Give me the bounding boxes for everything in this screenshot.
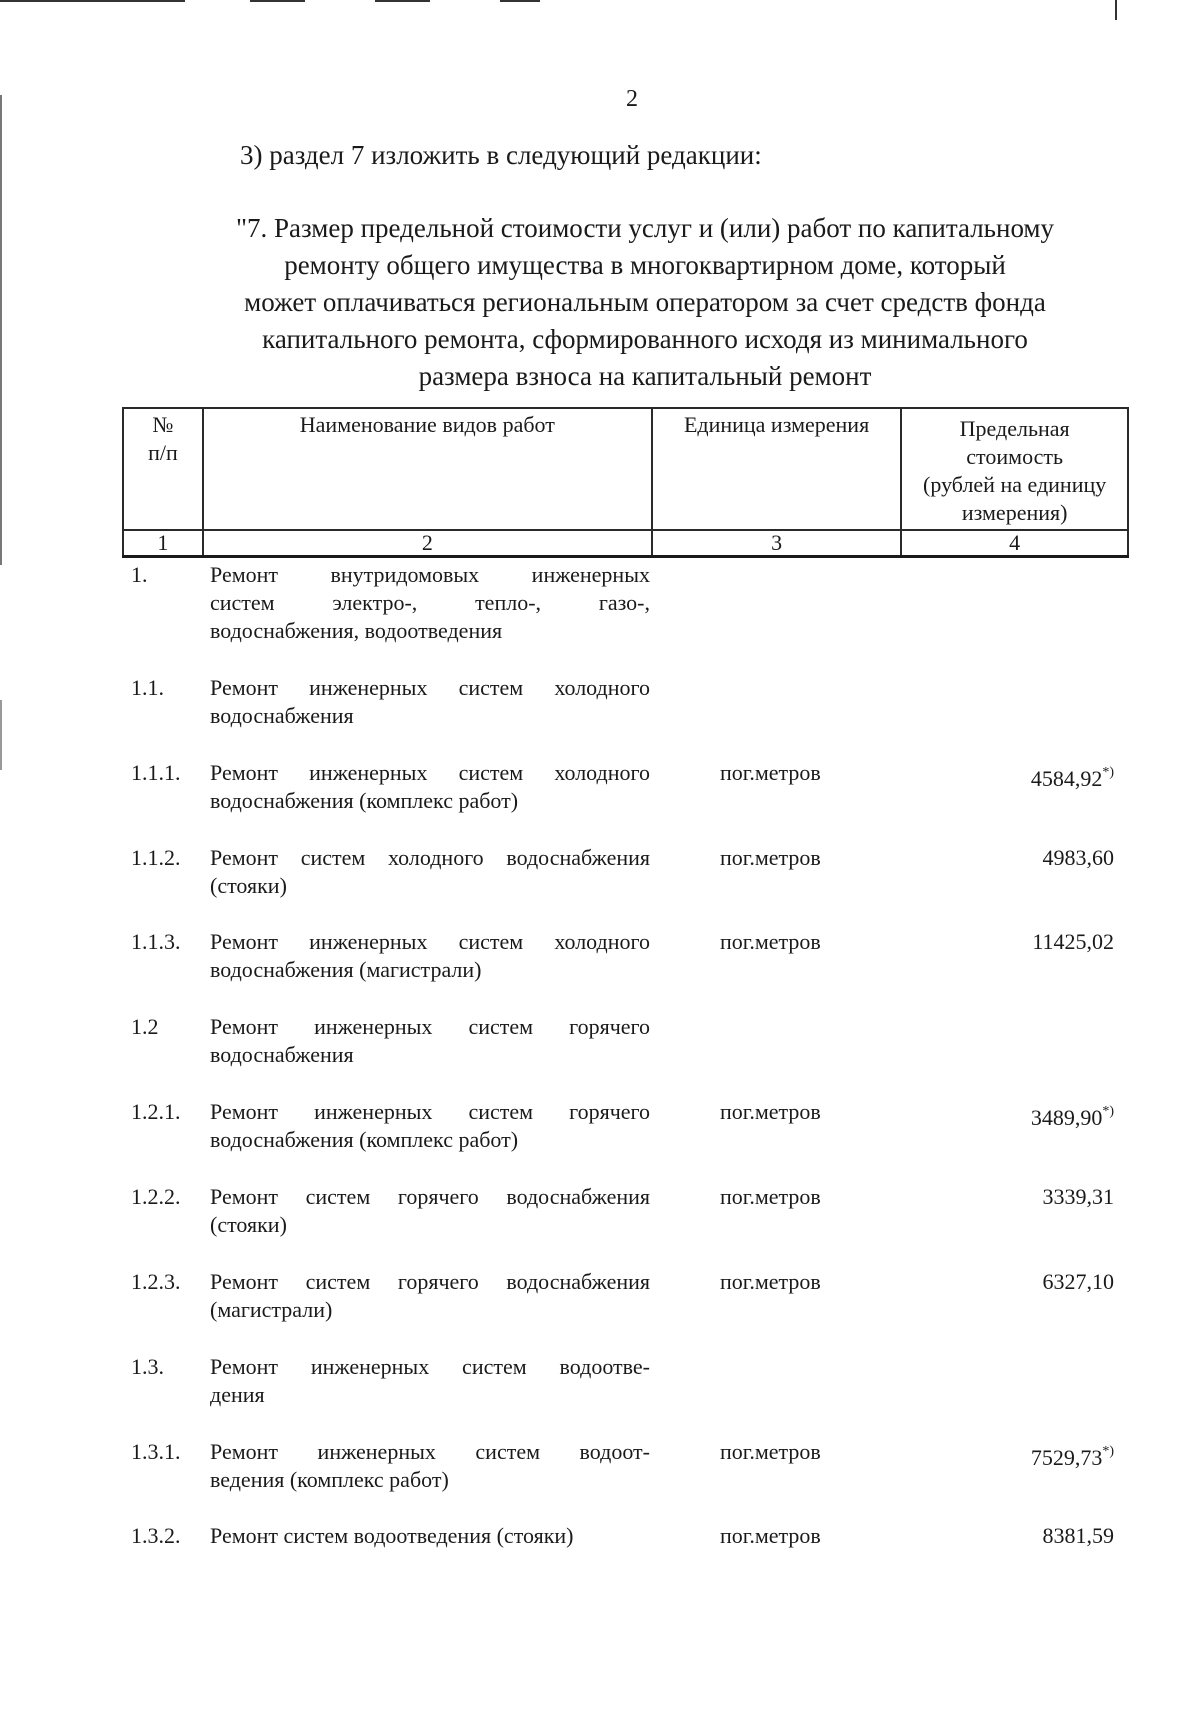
heading-line: "7. Размер предельной стоимости услуг и (или) работ по капитальному — [235, 213, 1055, 243]
row-number: 1.3. — [131, 1354, 164, 1379]
row-unit: пог.метров — [720, 1439, 821, 1464]
column-number: 1 — [123, 530, 203, 557]
heading-line: размера взноса на капитальный ремонт — [418, 361, 872, 391]
name-line: Ремонт инженерных систем холодного — [210, 675, 650, 700]
intro-text: 3) раздел 7 изложить в следующий редакции: — [240, 140, 762, 170]
page-number: 2 — [626, 86, 638, 112]
row-price — [1043, 1268, 1115, 1296]
row-unit: пог.метров — [720, 1269, 821, 1294]
name-line: (стояки) — [210, 873, 287, 898]
price-value: 8381,59 — [1042, 1523, 1114, 1548]
row-work-name — [210, 1522, 650, 1550]
footnote-mark: *) — [1102, 1444, 1114, 1459]
row-work-name — [210, 1098, 650, 1154]
heading-line: может оплачиваться региональным оператором за счет средств фонда — [244, 287, 1046, 317]
price-value: 6327,10 — [1042, 1269, 1114, 1294]
row-work-name — [210, 674, 650, 730]
heading-line: капитального ремонта, сформированного исходя из минимального — [262, 324, 1028, 354]
footnote-mark: *) — [1102, 1104, 1114, 1119]
name-line: Ремонт инженерных систем горячего — [210, 1099, 650, 1124]
row-number: 1.1. — [131, 675, 164, 700]
row-number: 1.3.1. — [131, 1439, 181, 1464]
row-number: 1.2 — [131, 1014, 159, 1039]
column-number: 4 — [901, 530, 1128, 557]
header-text: п/п — [148, 440, 178, 465]
row-work-name — [210, 1268, 650, 1324]
name-line: ведения (комплекс работ) — [210, 1467, 449, 1492]
header-text: № — [152, 412, 174, 437]
name-line: водоснабжения (комплекс работ) — [210, 1127, 519, 1152]
name-line: Ремонт систем холодного водоснабжения — [210, 845, 650, 870]
header-text: (рублей на единицу — [923, 472, 1107, 497]
header-text: стоимость — [966, 444, 1064, 469]
row-price — [1043, 1183, 1115, 1211]
row-price — [1043, 844, 1115, 872]
footnote-mark: *) — [1102, 765, 1114, 780]
row-unit: пог.метров — [720, 1099, 821, 1124]
price-value: 3339,31 — [1042, 1184, 1114, 1209]
row-unit: пог.метров — [720, 845, 821, 870]
price-value: 11425,02 — [1032, 929, 1114, 954]
name-line: Ремонт инженерных систем водоот- — [210, 1439, 650, 1464]
price-value: 7529,73 — [1030, 1445, 1103, 1470]
name-line: водоснабжения, водоотведения — [210, 618, 503, 643]
column-number: 3 — [652, 530, 902, 557]
row-number: 1.1.1. — [131, 760, 181, 785]
row-price — [1031, 1098, 1114, 1132]
row-price — [1043, 1522, 1115, 1550]
name-line: Ремонт инженерных систем холодного — [210, 929, 650, 954]
row-work-name — [210, 1183, 650, 1239]
row-number: 1.2.2. — [131, 1184, 181, 1209]
price-value: 3489,90 — [1030, 1105, 1103, 1130]
row-number: 1.1.3. — [131, 929, 181, 954]
name-line: водоснабжения (магистрали) — [210, 957, 482, 982]
header-cell-work-name: Наименование видов работ — [203, 408, 652, 530]
price-value: 4983,60 — [1042, 845, 1114, 870]
name-line: водоснабжения (комплекс работ) — [210, 788, 519, 813]
name-line: Ремонт систем горячего водоснабжения — [210, 1184, 650, 1209]
name-line: дения — [210, 1382, 265, 1407]
name-line: водоснабжения — [210, 703, 354, 728]
name-line: Ремонт инженерных систем водоотве- — [210, 1354, 650, 1379]
name-line: Ремонт инженерных систем холодного — [210, 760, 650, 785]
row-work-name — [210, 928, 650, 984]
row-unit: пог.метров — [720, 1523, 821, 1548]
name-line: Ремонт инженерных систем горячего — [210, 1014, 650, 1039]
row-unit: пог.метров — [720, 760, 821, 785]
row-number: 1. — [131, 562, 148, 587]
header-text: Предельная — [959, 416, 1070, 441]
name-line: Ремонт систем горячего водоснабжения — [210, 1269, 650, 1294]
name-line: систем электро-, тепло-, газо-, — [210, 590, 650, 615]
row-price — [1031, 759, 1114, 793]
name-line: (магистрали) — [210, 1297, 333, 1322]
row-number: 1.2.3. — [131, 1269, 181, 1294]
row-work-name — [210, 561, 650, 645]
name-line: (стояки) — [210, 1212, 287, 1237]
row-work-name — [210, 759, 650, 815]
name-line: Ремонт систем водоотведения (стояки) — [210, 1523, 574, 1548]
row-price — [1032, 928, 1114, 956]
heading-line: ремонту общего имущества в многоквартирном доме, который — [284, 250, 1006, 280]
row-number: 1.1.2. — [131, 845, 181, 870]
row-unit: пог.метров — [720, 1184, 821, 1209]
name-line: водоснабжения — [210, 1042, 354, 1067]
row-price — [1031, 1438, 1114, 1472]
row-unit: пог.метров — [720, 929, 821, 954]
price-value: 4584,92 — [1030, 766, 1103, 791]
row-number: 1.2.1. — [131, 1099, 181, 1124]
row-work-name — [210, 1013, 650, 1069]
row-work-name — [210, 1438, 650, 1494]
column-number: 2 — [203, 530, 652, 557]
row-number: 1.3.2. — [131, 1523, 181, 1548]
header-cell-unit: Единица измерения — [652, 408, 902, 530]
name-line: Ремонт внутридомовых инженерных — [210, 562, 650, 587]
header-text: измерения) — [961, 500, 1068, 525]
row-work-name — [210, 844, 650, 900]
row-work-name — [210, 1353, 650, 1409]
